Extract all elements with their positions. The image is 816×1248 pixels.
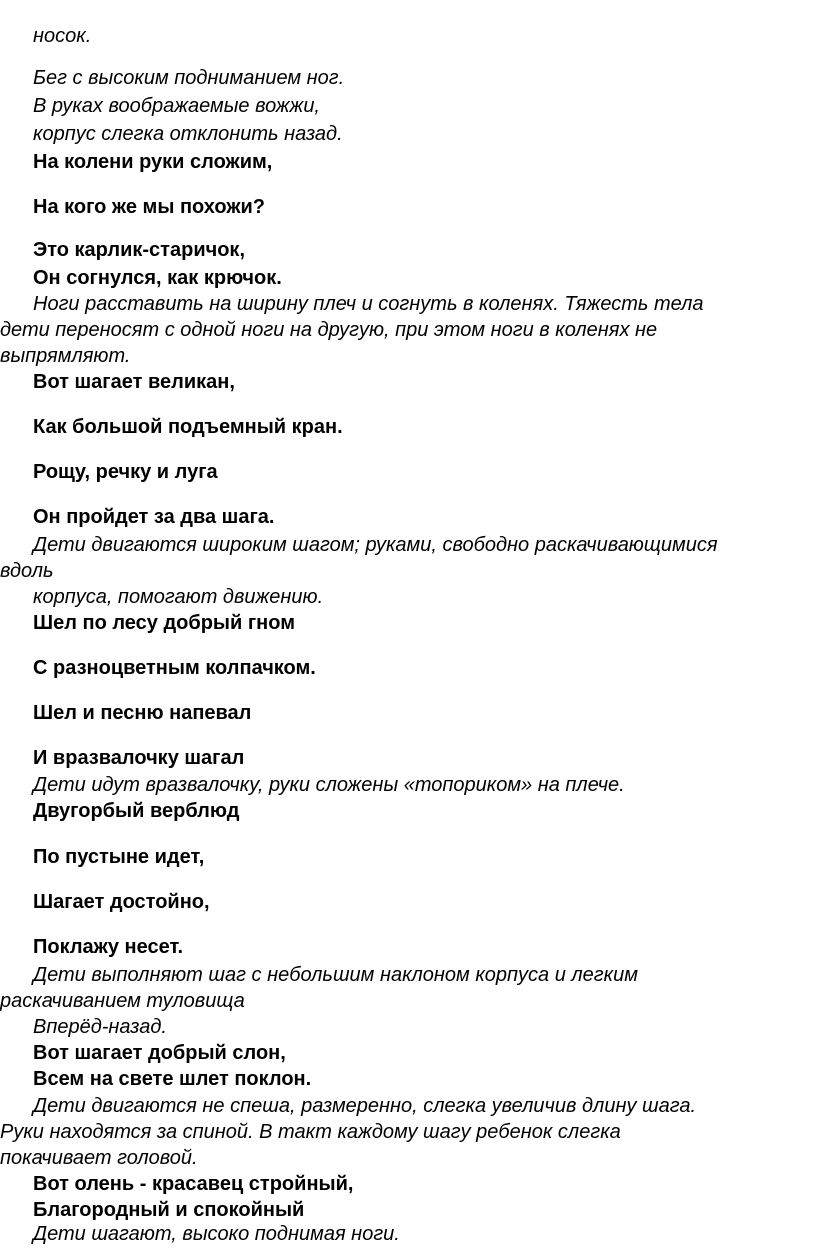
text-line: корпус слегка отклонить назад.	[33, 123, 343, 145]
text-line: раскачиванием туловища	[0, 990, 245, 1012]
verse-line: И вразвалочку шагал	[33, 747, 245, 769]
verse-line: Это карлик-старичок,	[33, 239, 246, 261]
text-line: Руки находятся за спиной. В такт каждому шагу ребенок слегка	[0, 1121, 621, 1143]
text-line: В руках воображаемые вожжи,	[33, 95, 320, 117]
verse-line: Всем на свете шлет поклон.	[33, 1068, 312, 1090]
verse-line: Вот олень - красавец стройный,	[33, 1173, 354, 1195]
verse-line: Рощу, речку и луга	[33, 461, 218, 483]
verse-line: С разноцветным колпачком.	[33, 657, 316, 679]
verse-line: Шагает достойно,	[33, 891, 210, 913]
text-line: Дети идут вразвалочку, руки сложены «топориком» на плече.	[33, 774, 625, 796]
verse-line: Благородный и спокойный	[33, 1199, 305, 1221]
verse-line: Вот шагает добрый слон,	[33, 1042, 286, 1064]
text-line: вдоль	[0, 560, 54, 582]
text-line: выпрямляют.	[0, 345, 131, 367]
text-line: Дети выполняют шаг с небольшим наклоном корпуса и легким	[33, 964, 638, 986]
text-line: Дети двигаются не спеша, размеренно, слегка увеличив длину шага.	[33, 1095, 697, 1117]
verse-line: Он согнулся, как крючок.	[33, 267, 282, 289]
verse-line: Как большой подъемный кран.	[33, 416, 343, 438]
text-line: дети переносят с одной ноги на другую, при этом ноги в коленях не	[0, 319, 658, 341]
verse-line: По пустыне идет,	[33, 846, 205, 868]
text-line: покачивает головой.	[0, 1147, 198, 1169]
text-line: Вперёд-назад.	[33, 1016, 167, 1038]
text-line: корпуса, помогают движению.	[33, 586, 324, 608]
text-line: Дети шагают, высоко поднимая ноги.	[33, 1223, 400, 1245]
verse-line: Вот шагает великан,	[33, 371, 235, 393]
verse-line: Двугорбый верблюд	[33, 800, 240, 822]
text-line: Бег с высоким подниманием ног.	[33, 67, 345, 89]
verse-line: На колени руки сложим,	[33, 151, 273, 173]
verse-line: Он пройдет за два шага.	[33, 506, 275, 528]
verse-line: На кого же мы похожи?	[33, 196, 266, 218]
verse-line: Шел по лесу добрый гном	[33, 612, 296, 634]
verse-line: Поклажу несет.	[33, 936, 184, 958]
text-line: Дети двигаются широким шагом; руками, свободно раскачивающимися	[33, 534, 718, 556]
text-line: носок.	[33, 25, 92, 47]
text-line: Ноги расставить на ширину плеч и согнуть в коленях. Тяжесть тела	[33, 293, 704, 315]
verse-line: Шел и песню напевал	[33, 702, 252, 724]
